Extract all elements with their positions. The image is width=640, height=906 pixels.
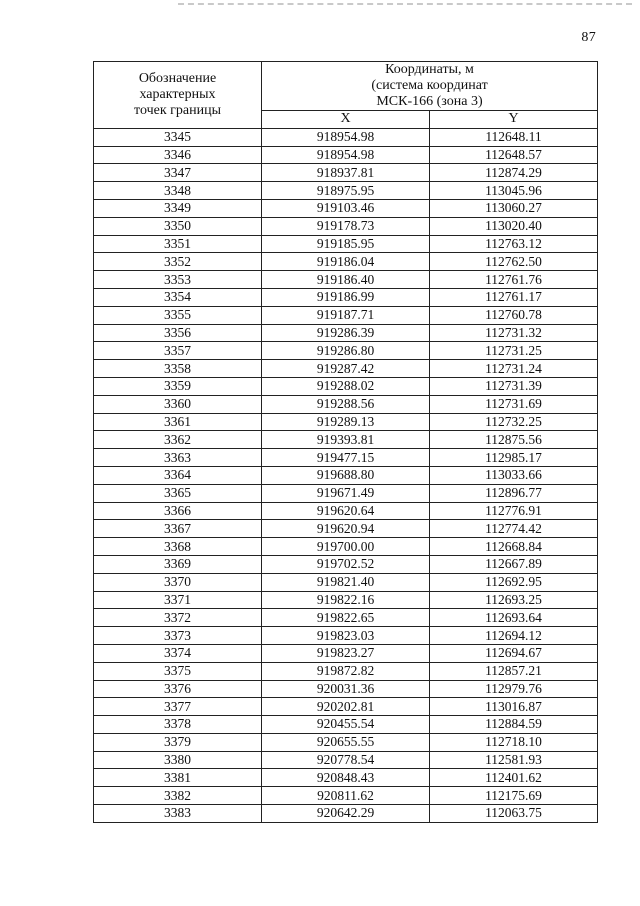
- y-cell: 112694.12: [430, 627, 598, 645]
- point-cell: 3362: [94, 431, 262, 449]
- x-cell: 919286.80: [262, 342, 430, 360]
- x-cell: 920778.54: [262, 751, 430, 769]
- y-cell: 112979.76: [430, 680, 598, 698]
- point-cell: 3360: [94, 395, 262, 413]
- y-cell: 112581.93: [430, 751, 598, 769]
- header-coords-line-1: Координаты, м: [385, 62, 474, 77]
- table-row: [94, 128, 598, 146]
- table-row: [94, 253, 598, 271]
- point-cell: 3373: [94, 627, 262, 645]
- point-cell: 3378: [94, 716, 262, 734]
- header-point-line-3: точек границы: [134, 102, 221, 118]
- x-cell: 919186.04: [262, 253, 430, 271]
- header-x: X: [262, 111, 430, 129]
- point-cell: 3348: [94, 182, 262, 200]
- x-cell: 919872.82: [262, 662, 430, 680]
- point-cell: 3379: [94, 733, 262, 751]
- x-cell: 919620.64: [262, 502, 430, 520]
- point-cell: 3364: [94, 466, 262, 484]
- y-cell: 113045.96: [430, 182, 598, 200]
- point-cell: 3382: [94, 787, 262, 805]
- table-row: [94, 769, 598, 787]
- table-row: [94, 199, 598, 217]
- x-cell: 918954.98: [262, 146, 430, 164]
- table-row: [94, 555, 598, 573]
- x-cell: 920642.29: [262, 805, 430, 823]
- x-cell: 920202.81: [262, 698, 430, 716]
- y-cell: 113060.27: [430, 199, 598, 217]
- y-cell: 112693.25: [430, 591, 598, 609]
- y-cell: 112763.12: [430, 235, 598, 253]
- table-row: [94, 751, 598, 769]
- x-cell: 919700.00: [262, 538, 430, 556]
- y-cell: 112761.17: [430, 288, 598, 306]
- y-cell: 112668.84: [430, 538, 598, 556]
- point-cell: 3356: [94, 324, 262, 342]
- y-cell: 113033.66: [430, 466, 598, 484]
- table-row: [94, 644, 598, 662]
- top-scan-rule: [178, 3, 632, 5]
- point-cell: 3359: [94, 377, 262, 395]
- y-cell: 112731.69: [430, 395, 598, 413]
- table-row: [94, 573, 598, 591]
- table-row: [94, 627, 598, 645]
- y-cell: 112884.59: [430, 716, 598, 734]
- x-cell: 919103.46: [262, 199, 430, 217]
- table-row: [94, 466, 598, 484]
- x-cell: 919702.52: [262, 555, 430, 573]
- table-row: [94, 288, 598, 306]
- table-row: [94, 235, 598, 253]
- x-cell: 919822.65: [262, 609, 430, 627]
- y-cell: 112063.75: [430, 805, 598, 823]
- y-cell: 112985.17: [430, 449, 598, 467]
- x-cell: 919287.42: [262, 360, 430, 378]
- y-cell: 112401.62: [430, 769, 598, 787]
- y-cell: 112694.67: [430, 644, 598, 662]
- x-cell: 919620.94: [262, 520, 430, 538]
- table-row: [94, 431, 598, 449]
- x-cell: 919288.02: [262, 377, 430, 395]
- coordinates-table: [93, 61, 598, 823]
- point-cell: 3352: [94, 253, 262, 271]
- point-cell: 3358: [94, 360, 262, 378]
- x-cell: 920655.55: [262, 733, 430, 751]
- table-row: [94, 733, 598, 751]
- point-cell: 3365: [94, 484, 262, 502]
- y-cell: 112692.95: [430, 573, 598, 591]
- x-cell: 919178.73: [262, 217, 430, 235]
- y-cell: 112693.64: [430, 609, 598, 627]
- x-cell: 920031.36: [262, 680, 430, 698]
- point-cell: 3372: [94, 609, 262, 627]
- x-cell: 920811.62: [262, 787, 430, 805]
- y-cell: 112718.10: [430, 733, 598, 751]
- x-cell: 919286.39: [262, 324, 430, 342]
- y-cell: 112667.89: [430, 555, 598, 573]
- table-row: [94, 538, 598, 556]
- y-cell: 112774.42: [430, 520, 598, 538]
- point-cell: 3371: [94, 591, 262, 609]
- x-cell: 918954.98: [262, 128, 430, 146]
- y-cell: 112732.25: [430, 413, 598, 431]
- y-cell: 113016.87: [430, 698, 598, 716]
- point-cell: 3370: [94, 573, 262, 591]
- point-cell: 3369: [94, 555, 262, 573]
- table-row: [94, 395, 598, 413]
- x-cell: 920848.43: [262, 769, 430, 787]
- table-row: [94, 377, 598, 395]
- y-cell: 112175.69: [430, 787, 598, 805]
- point-cell: 3366: [94, 502, 262, 520]
- y-cell: 112760.78: [430, 306, 598, 324]
- x-cell: 919823.27: [262, 644, 430, 662]
- table-body: [94, 128, 598, 822]
- point-cell: 3351: [94, 235, 262, 253]
- point-cell: 3357: [94, 342, 262, 360]
- point-cell: 3367: [94, 520, 262, 538]
- table-row: [94, 449, 598, 467]
- table-row: [94, 520, 598, 538]
- table-row: [94, 182, 598, 200]
- point-cell: 3363: [94, 449, 262, 467]
- x-cell: 919822.16: [262, 591, 430, 609]
- point-cell: 3350: [94, 217, 262, 235]
- table-row: [94, 716, 598, 734]
- table-row: [94, 502, 598, 520]
- point-cell: 3349: [94, 199, 262, 217]
- x-cell: 919823.03: [262, 627, 430, 645]
- y-cell: 112896.77: [430, 484, 598, 502]
- point-cell: 3345: [94, 128, 262, 146]
- table-row: [94, 680, 598, 698]
- table-header: [94, 62, 598, 129]
- table-row: [94, 662, 598, 680]
- x-cell: 919393.81: [262, 431, 430, 449]
- x-cell: 919688.80: [262, 466, 430, 484]
- point-cell: 3374: [94, 644, 262, 662]
- x-cell: 919671.49: [262, 484, 430, 502]
- header-coords-line-2: (система координат: [371, 78, 488, 93]
- y-cell: 113020.40: [430, 217, 598, 235]
- x-cell: 919289.13: [262, 413, 430, 431]
- table-row: [94, 324, 598, 342]
- table-row: [94, 787, 598, 805]
- y-cell: 112874.29: [430, 164, 598, 182]
- point-cell: 3361: [94, 413, 262, 431]
- y-cell: 112776.91: [430, 502, 598, 520]
- point-cell: 3347: [94, 164, 262, 182]
- point-cell: 3346: [94, 146, 262, 164]
- y-cell: 112857.21: [430, 662, 598, 680]
- table-row: [94, 609, 598, 627]
- y-cell: 112761.76: [430, 271, 598, 289]
- table-row: [94, 805, 598, 823]
- table-row: [94, 271, 598, 289]
- point-cell: 3355: [94, 306, 262, 324]
- x-cell: 918937.81: [262, 164, 430, 182]
- table-row: [94, 591, 598, 609]
- x-cell: 919288.56: [262, 395, 430, 413]
- y-cell: 112648.57: [430, 146, 598, 164]
- x-cell: 919477.15: [262, 449, 430, 467]
- table-row: [94, 413, 598, 431]
- table-row: [94, 342, 598, 360]
- table-row: [94, 306, 598, 324]
- table-row: [94, 146, 598, 164]
- x-cell: 919186.99: [262, 288, 430, 306]
- x-cell: 920455.54: [262, 716, 430, 734]
- point-cell: 3376: [94, 680, 262, 698]
- header-coords-line-3: МСК-166 (зона 3): [376, 94, 483, 109]
- point-cell: 3353: [94, 271, 262, 289]
- x-cell: 918975.95: [262, 182, 430, 200]
- header-point-line-2: характерных: [139, 86, 216, 102]
- y-cell: 112731.32: [430, 324, 598, 342]
- point-cell: 3377: [94, 698, 262, 716]
- x-cell: 919821.40: [262, 573, 430, 591]
- header-point-designation: [94, 62, 262, 129]
- x-cell: 919187.71: [262, 306, 430, 324]
- point-cell: 3381: [94, 769, 262, 787]
- point-cell: 3375: [94, 662, 262, 680]
- header-point-line-1: Обозначение: [138, 70, 217, 86]
- point-cell: 3368: [94, 538, 262, 556]
- point-cell: 3380: [94, 751, 262, 769]
- x-cell: 919186.40: [262, 271, 430, 289]
- x-cell: 919185.95: [262, 235, 430, 253]
- header-coordinates: [262, 62, 598, 111]
- table-row: [94, 360, 598, 378]
- table-row: [94, 217, 598, 235]
- point-cell: 3383: [94, 805, 262, 823]
- y-cell: 112731.39: [430, 377, 598, 395]
- y-cell: 112731.25: [430, 342, 598, 360]
- y-cell: 112648.11: [430, 128, 598, 146]
- y-cell: 112762.50: [430, 253, 598, 271]
- table-row: [94, 698, 598, 716]
- page-number: 87: [581, 30, 596, 45]
- header-y: Y: [430, 111, 598, 129]
- y-cell: 112875.56: [430, 431, 598, 449]
- table-row: [94, 484, 598, 502]
- point-cell: 3354: [94, 288, 262, 306]
- table-row: [94, 164, 598, 182]
- y-cell: 112731.24: [430, 360, 598, 378]
